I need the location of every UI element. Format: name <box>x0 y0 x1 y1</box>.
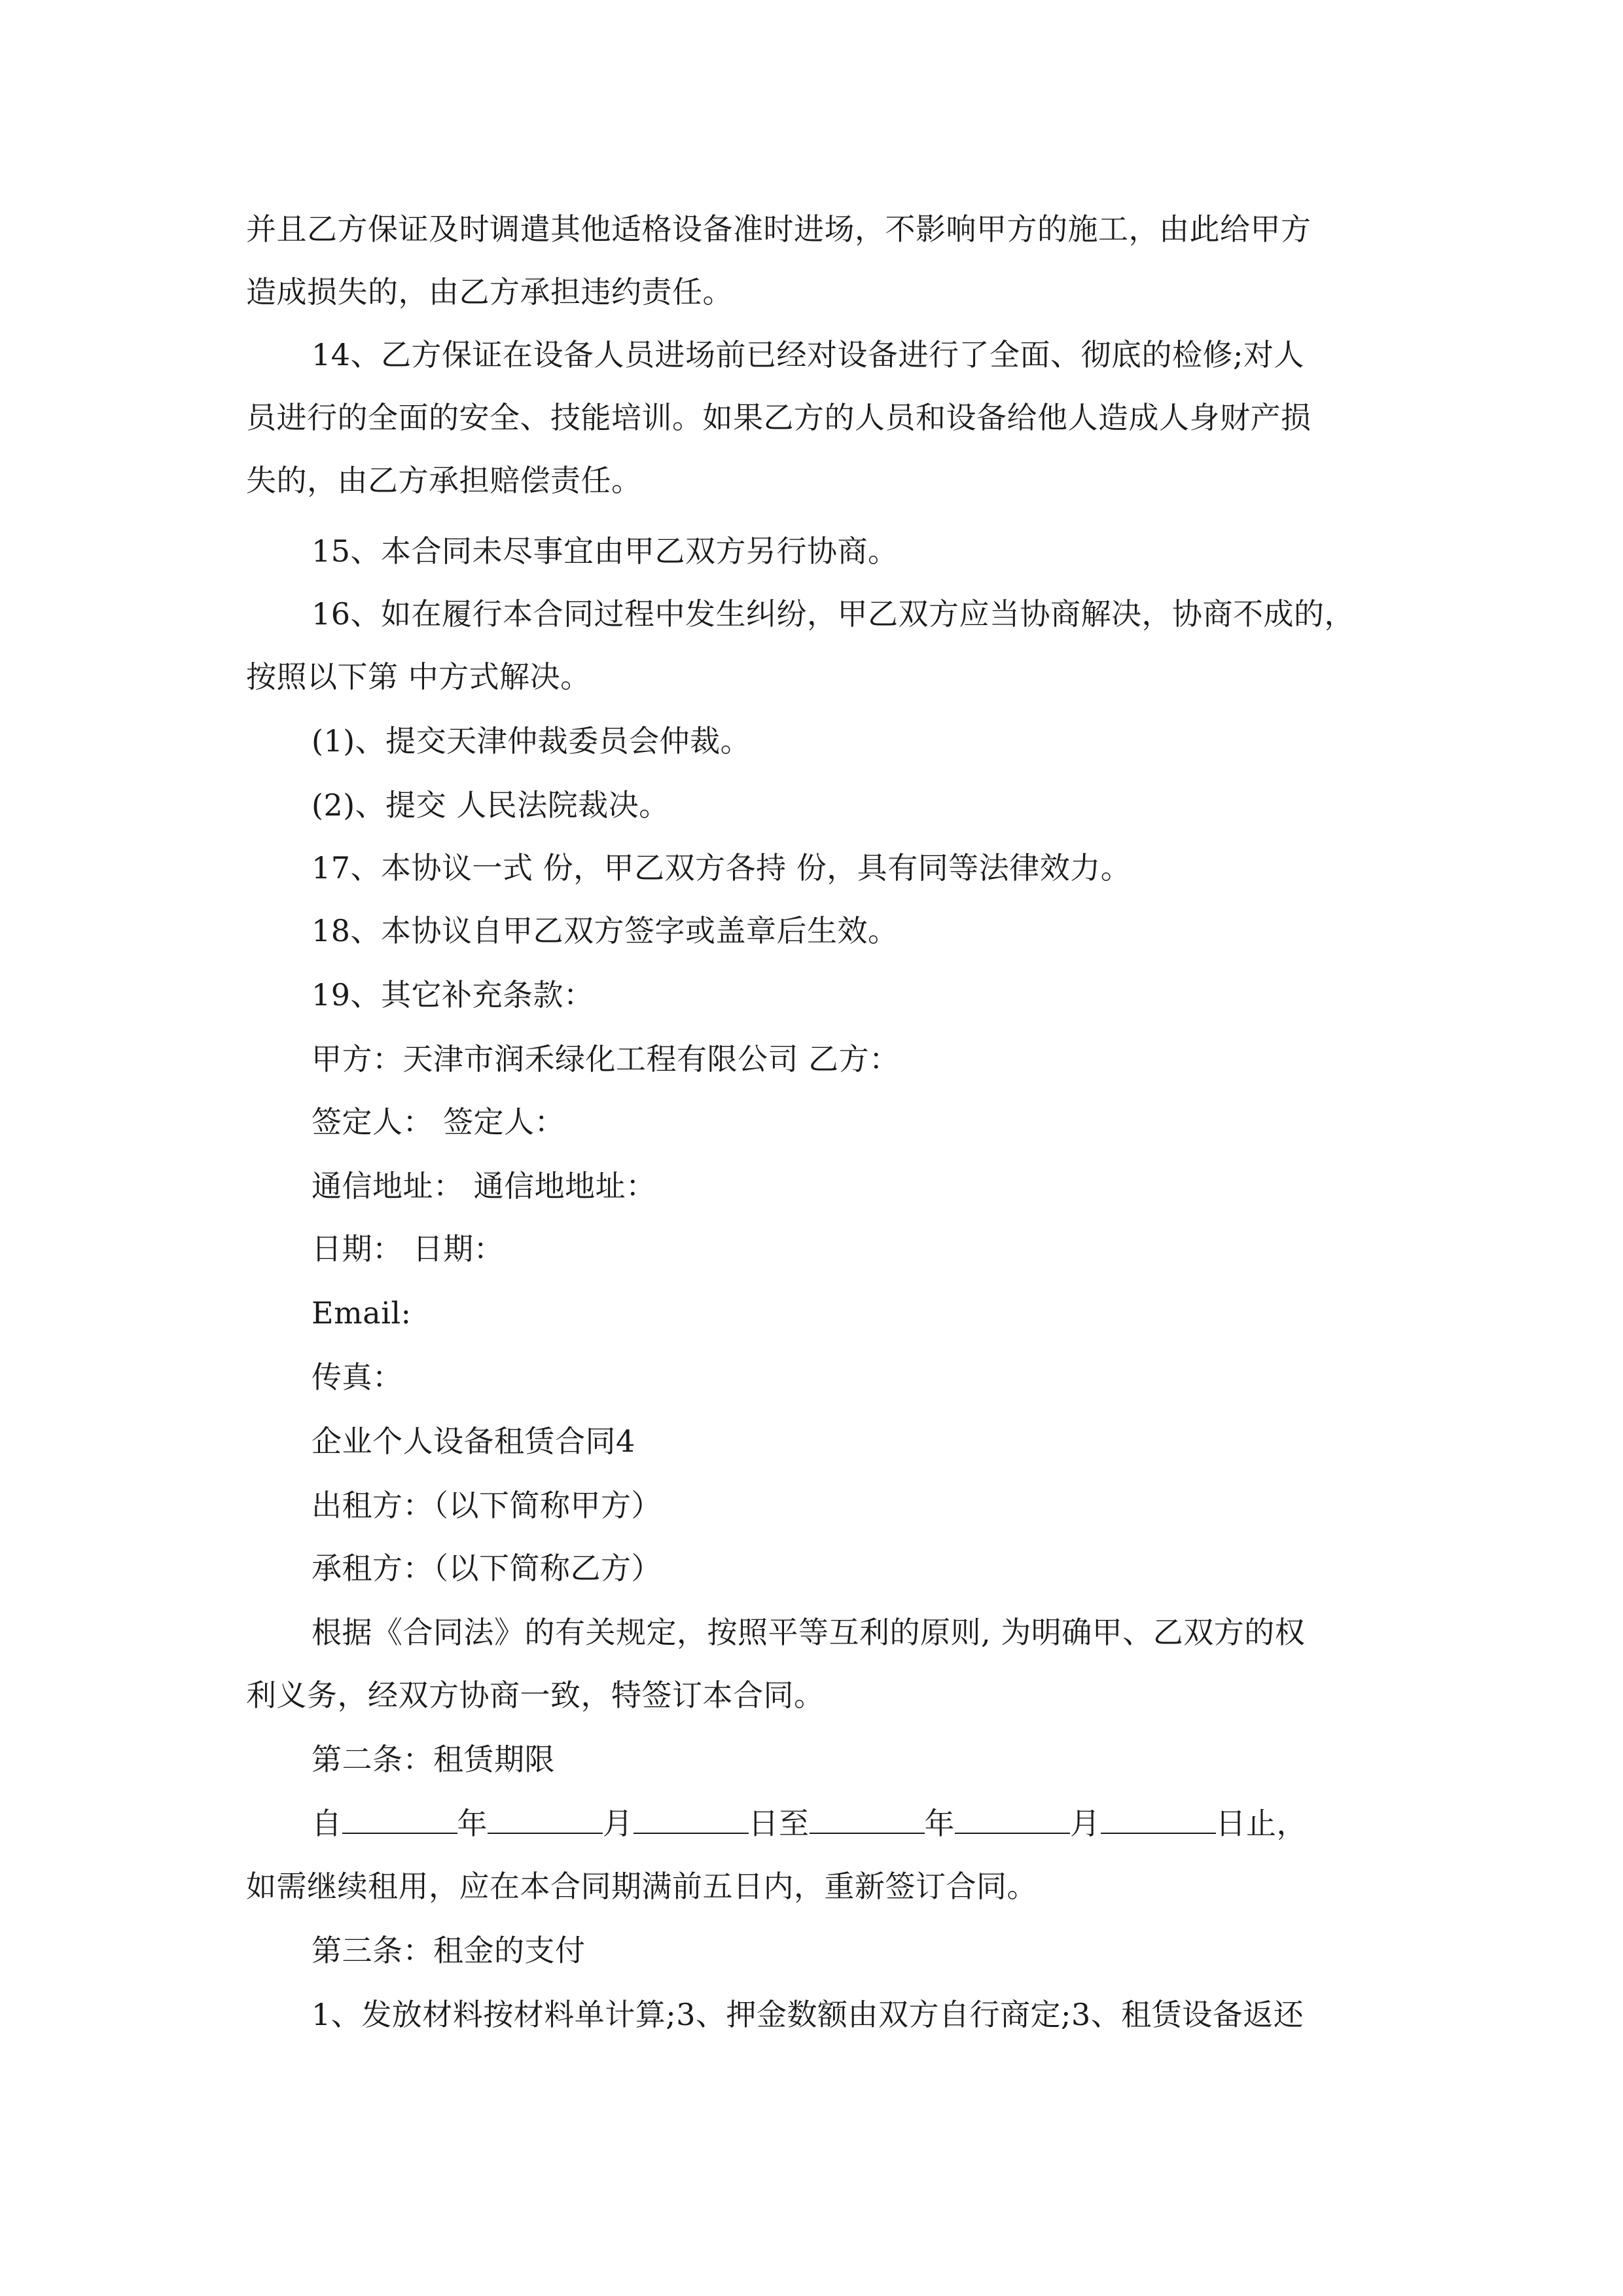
paragraph-line: 14、乙方保证在设备人员进场前已经对设备进行了全面、彻底的检修;对人 <box>312 337 1305 372</box>
paragraph-line: 承租方：（以下简称乙方） <box>312 1551 662 1586</box>
paragraph-line: 17、本协议一式 份，甲乙双方各持 份，具有同等法律效力。 <box>312 850 1132 886</box>
paragraph-line: 如需继续租用，应在本合同期满前五日内，重新签订合同。 <box>246 1869 1037 1904</box>
term-part: 年 <box>924 1806 955 1841</box>
paragraph-line: 日期： 日期： <box>312 1231 505 1266</box>
paragraph-line: (2)、提交 人民法院裁决。 <box>312 787 669 823</box>
term-part: 日至 <box>748 1806 810 1841</box>
paragraph-line: 出租方：（以下简称甲方） <box>312 1488 662 1523</box>
paragraph-line: (1)、提交天津仲裁委员会仲裁。 <box>312 723 751 759</box>
paragraph-line: 甲方：天津市润禾绿化工程有限公司 乙方： <box>312 1041 900 1077</box>
term-part: 日止， <box>1215 1806 1307 1841</box>
paragraph-line: 并且乙方保证及时调遣其他适格设备准时进场，不影响甲方的施工，由此给甲方 <box>246 211 1311 247</box>
term-part: 月 <box>1070 1806 1101 1841</box>
paragraph-line: 19、其它补充条款： <box>312 977 594 1013</box>
paragraph-line: 失的，由乙方承担赔偿责任。 <box>246 463 642 498</box>
blank-field <box>955 1806 1070 1834</box>
term-part: 月 <box>603 1806 633 1841</box>
paragraph-line: 第三条：租金的支付 <box>312 1933 586 1968</box>
term-part: 年 <box>457 1806 488 1841</box>
blank-field <box>342 1806 457 1834</box>
paragraph-line: 通信地址： 通信地地址： <box>312 1168 656 1204</box>
blank-field <box>810 1806 925 1834</box>
lease-term-line <box>312 1805 1307 1842</box>
paragraph-line: 16、如在履行本合同过程中发生纠纷，甲乙双方应当协商解决，协商不成的， <box>312 596 1355 632</box>
paragraph-line: 1、发放材料按材料单计算;3、押金数额由双方自行商定;3、租赁设备返还 <box>312 1997 1304 2032</box>
paragraph-line: 根据《合同法》的有关规定，按照平等互利的原则, 为明确甲、乙双方的权 <box>312 1615 1306 1650</box>
paragraph-line: 传真： <box>312 1359 403 1395</box>
blank-field <box>1101 1806 1216 1834</box>
paragraph-line: 15、本合同未尽事宜由甲乙双方另行协商。 <box>312 533 899 569</box>
paragraph-line: 签定人： 签定人： <box>312 1104 565 1139</box>
term-part: 自 <box>312 1806 342 1841</box>
blank-field <box>488 1806 603 1834</box>
paragraph-line: 18、本协议自甲乙双方签字或盖章后生效。 <box>312 913 899 948</box>
blank-field <box>633 1806 749 1834</box>
paragraph-line: 员进行的全面的安全、技能培训。如果乙方的人员和设备给他人造成人身财产损 <box>246 400 1311 435</box>
paragraph-line: Email: <box>312 1295 412 1331</box>
paragraph-line: 造成损失的，由乙方承担违约责任。 <box>246 274 733 310</box>
paragraph-line: 企业个人设备租赁合同4 <box>312 1424 635 1459</box>
paragraph-line: 利义务，经双方协商一致，特签订本合同。 <box>246 1677 825 1713</box>
paragraph-line: 第二条：租赁期限 <box>312 1742 555 1777</box>
paragraph-line: 按照以下第 中方式解决。 <box>246 659 591 694</box>
